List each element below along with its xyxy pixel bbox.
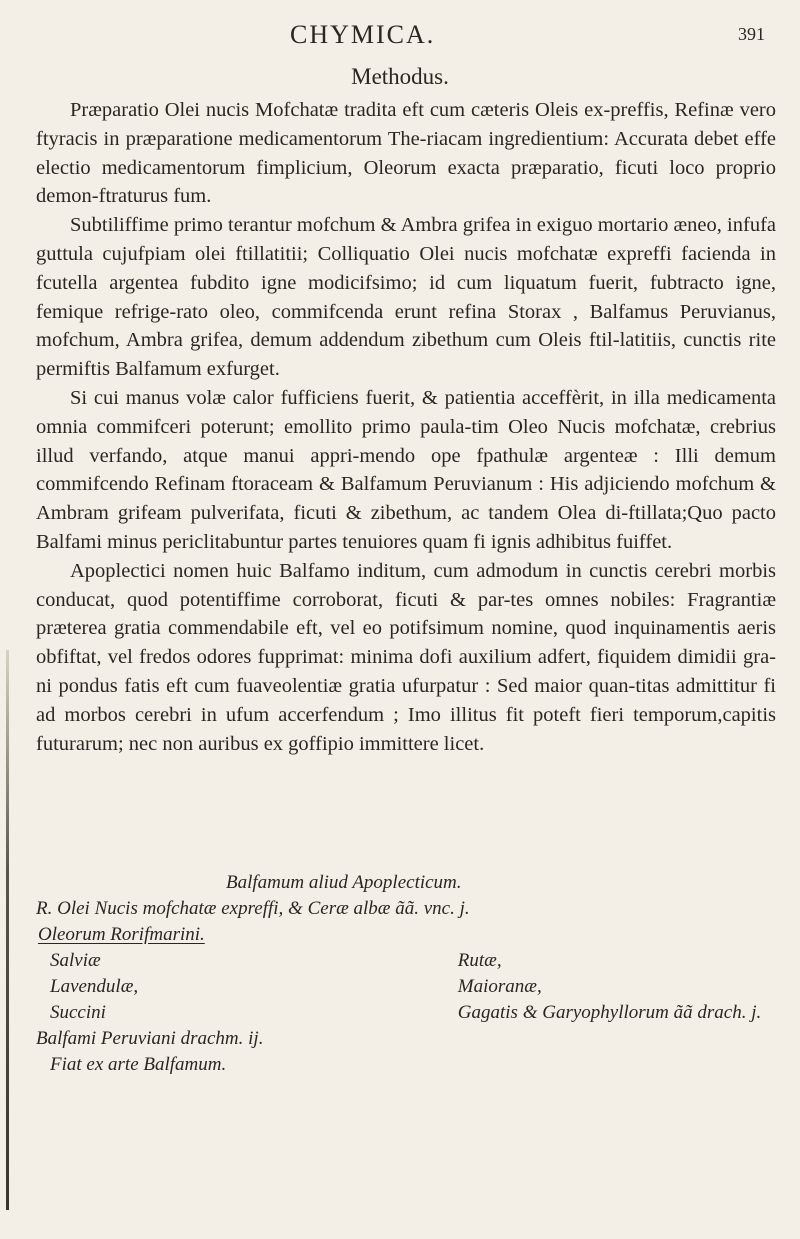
ingredient-item: Rutæ, — [457, 950, 502, 971]
paragraph-uses: Apoplectici nomen huic Balfamo inditum, cum admodum in cunctis cerebri morbis conducat, quod potentiffime corroborat, ficuti & par-tes omnes nobiles: Fragrantiæ præterea gratia commendabile eft, vel eo potifsimum nomine, quod inquinamentis aeris obfiftat, vel fredos odores fupprimat: minima dofi auxilium adfert, fiquidem dimidii gra-ni pondus fatis eft cum fuaveolentiæ gratia ufurpatur : Sed maior quan-titas admittitur fi ad morbos cerebri in ufum accerfendum ; Imo illitus fit poteft fieri temporum,capitis futurarum; nec non auribus ex goffipio immittere licet. — [36, 559, 776, 755]
ingredient-column-left — [36, 948, 448, 1026]
ingredient-column-right — [448, 948, 776, 1026]
body-text — [36, 96, 776, 758]
recipe-subheading: Oleorum Rorifmarini. — [38, 924, 205, 945]
page-header — [0, 18, 800, 89]
ingredient-item: Salviæ — [50, 950, 101, 971]
ingredient-item: Succini — [50, 1002, 106, 1023]
ingredient-columns — [36, 948, 776, 1026]
page-edge-shadow — [6, 650, 9, 1210]
recipe-rx-line: R. Olei Nucis mofchatæ expreffi, & Ceræ albæ ãã. vnc. j. — [36, 898, 470, 919]
ingredient-item: Lavendulæ, — [50, 976, 139, 997]
paragraph-procedure: Subtiliffime primo terantur mofchum & Ambra grifea in exiguo mortario æneo, infufa guttula cujufpiam olei ftillatitii; Colliquatio Olei nucis mofchatæ expreffi facienda in fcutella argentea fubdito igne modicifsimo; id cum liquatum fuerit, fubtracto igne, femique refrige-rato oleo, commifcenda erunt refina Storax , Balfamus Peruvianus, mofchum, Ambra grifea, demum addendum zibethum cum Oleis ftil-latitiis, cunctis rite permiftis Balfamum exfurget. — [36, 214, 776, 381]
paragraph-alternative-method: Si cui manus volæ calor fufficiens fuerit, & patientia acceffèrit, in illa medicamenta omnia commifceri poterunt; emollito primo paula-tim Oleo Nucis mofchatæ, crebrius illud verfando, atque manui appri-mendo ope fpathulæ argenteæ : Illi demum commifcendo Refinam ftoraceam & Balfamum Peruvianum : His adjiciendo mofchum & Ambram grifeam pulverifata, ficuti & zibethum, ac tandem Olea di-ftillata;Quo pacto Balfami minus periclitabuntur partes tenuiores quam fi ignis adhibitus fuiffet. — [36, 386, 776, 553]
ingredient-item: Maioranæ, — [457, 976, 542, 997]
recipe-balsam-line: Balfami Peruviani drachm. ij. — [36, 1028, 264, 1049]
recipe-title: Balfamum aliud Apoplecticum. — [226, 872, 462, 893]
ingredient-item: Gagatis & Garyophyllorum ãã drach. j. — [457, 1002, 762, 1023]
running-head: CHYMICA. — [290, 20, 436, 49]
paragraph-preparation: Præparatio Olei nucis Mofchatæ tradita eft cum cæteris Oleis ex-preffis, Refinæ vero ftyracis in præparatione medicamentorum The-riacam ingredientium: Accurata debet effe electio medicamentorum fimplicium, Oleorum exacta præparatio, ficuti loco proprio demon-ftraturus fum. — [36, 99, 776, 208]
page-number: 391 — [738, 24, 765, 44]
section-title: Methodus. — [351, 64, 449, 89]
recipe-final-line: Fiat ex arte Balfamum. — [50, 1054, 227, 1075]
recipe-block — [36, 870, 776, 1078]
